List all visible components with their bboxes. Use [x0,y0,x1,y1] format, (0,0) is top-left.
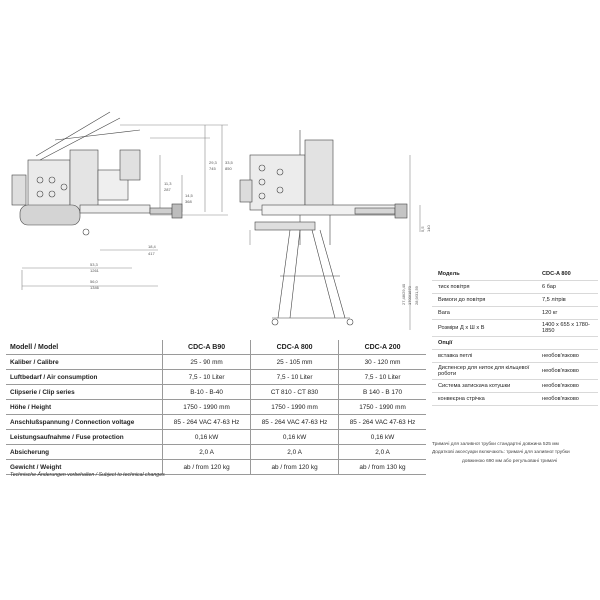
list-item [432,320,598,337]
svg-text:140: 140 [426,225,431,232]
cell: 1750 - 1990 mm [251,400,339,415]
svg-text:14,5: 14,5 [185,193,193,198]
table-row [6,445,426,460]
right-value: необов'язково [542,396,579,402]
cell: 2,0 A [251,445,339,460]
cell: CT 810 - CT 830 [251,385,339,400]
note-line: Додаткові аксесуари включають: тримачі для заливної трубки [432,450,570,456]
svg-text:33,5: 33,5 [225,160,233,165]
list-item [432,337,598,350]
svg-text:1261: 1261 [90,268,99,273]
cell: 1750 - 1990 mm [163,400,251,415]
right-key: конвеєрна стрічка [438,396,485,402]
svg-text:5,5: 5,5 [420,226,425,232]
row-label: Höhe / Height [6,400,163,415]
right-value: CDC-A 800 [542,271,571,277]
svg-text:1346: 1346 [90,285,99,290]
cell: ab / from 130 kg [339,460,426,475]
note-line: Тримачі для заливної трубки стандартні довжина 525 мм [432,442,559,447]
cell: 7,5 - 10 Liter [339,370,426,385]
right-value: 120 кг [542,310,558,316]
spec-footnote: Technische Änderungen vorbehalten / Subject to technical changes [10,472,165,478]
list-item [432,281,598,294]
svg-text:850: 850 [225,166,232,171]
svg-text:29,3: 29,3 [209,160,217,165]
svg-text:18,4: 18,4 [148,244,156,249]
row-label: Luftbedarf / Air consumption [6,370,163,385]
list-item [432,294,598,307]
cell: 7,5 - 10 Liter [251,370,339,385]
right-value: 1400 x 655 x 1780-1850 [542,322,590,334]
right-value: необов'язково [542,383,579,389]
right-value: 6 бар [542,284,556,290]
list-item [432,350,598,363]
right-key: вставка петлі [438,353,473,359]
list-item [432,380,598,393]
right-key: тиск повітря [438,284,470,290]
svg-text:368: 368 [185,199,192,204]
table-row [6,415,426,430]
list-item [432,363,598,380]
right-value: необов'язково [542,368,579,374]
cell: B-10 - B-40 [163,385,251,400]
cell: 25 - 90 mm [163,355,251,370]
side-view-drawing [240,130,420,330]
right-notes [432,441,598,466]
spec-header-800: CDC-A 800 [251,340,339,355]
svg-text:745: 745 [209,166,216,171]
right-value: 7,5 літрів [542,297,566,303]
cell: B 140 - B 170 [339,385,426,400]
cell: 85 - 264 VAC 47-63 Hz [163,415,251,430]
spec-table [6,340,426,475]
table-row [6,385,426,400]
svg-text:417: 417 [148,251,155,256]
row-label: Kaliber / Calibre [6,355,163,370]
row-label: Clipserie / Clip series [6,385,163,400]
spec-header-model: Modell / Model [6,340,163,355]
row-label: Leistungsaufnahme / Fuse protection [6,430,163,445]
cell: 25 - 105 mm [251,355,339,370]
right-value: необов'язково [542,353,579,359]
svg-text:56,0: 56,0 [90,279,98,284]
cell: 85 - 264 VAC 47-63 Hz [339,415,426,430]
svg-text:27,48/29,40: 27,48/29,40 [401,283,406,305]
right-key: Система затискача котушки [438,383,511,389]
cell: 2,0 A [163,445,251,460]
cell: 1750 - 1990 mm [339,400,426,415]
row-label: Anschlußspannung / Connection voltage [6,415,163,430]
list-item [432,393,598,406]
svg-text:28,9/31,59: 28,9/31,59 [414,286,419,305]
row-label: Absicherung [6,445,163,460]
list-item [432,307,598,320]
cell: 7,5 - 10 Liter [163,370,251,385]
table-row [6,400,426,415]
cell: 0,16 kW [163,430,251,445]
spec-header-200: CDC-A 200 [339,340,426,355]
right-spec-table [432,268,598,406]
cell: 2,0 A [339,445,426,460]
table-row [6,370,426,385]
spec-header-b90: CDC-A B90 [163,340,251,355]
front-view-drawing [12,112,228,290]
row-label: Gewicht / Weight [6,460,163,475]
cell: ab / from 120 kg [163,460,251,475]
svg-text:11,3: 11,3 [164,181,172,186]
cell: 0,16 kW [339,430,426,445]
right-key: Опції [438,340,453,346]
right-key: Вага [438,310,450,316]
svg-text:53,3: 53,3 [90,262,98,267]
right-key: Модель [438,271,460,277]
svg-text:287: 287 [164,187,171,192]
cell: 30 - 120 mm [339,355,426,370]
note-line: довжиною 690 мм або регульовані тримачі [462,458,558,464]
right-key: Диспенсер для ниток для кільцевої роботи [438,365,530,377]
cell: 0,16 kW [251,430,339,445]
table-row [6,430,426,445]
table-row [6,355,426,370]
cell: ab / from 120 kg [251,460,339,475]
right-key: Розміри Д х Ш х В [438,325,485,331]
cell: 85 - 264 VAC 47-63 Hz [251,415,339,430]
list-item [432,268,598,281]
svg-text:1700/1870: 1700/1870 [407,286,412,305]
spec-header-row [6,340,426,355]
right-key: Вимоги до повітря [438,297,486,303]
side-view-dims [401,225,431,305]
